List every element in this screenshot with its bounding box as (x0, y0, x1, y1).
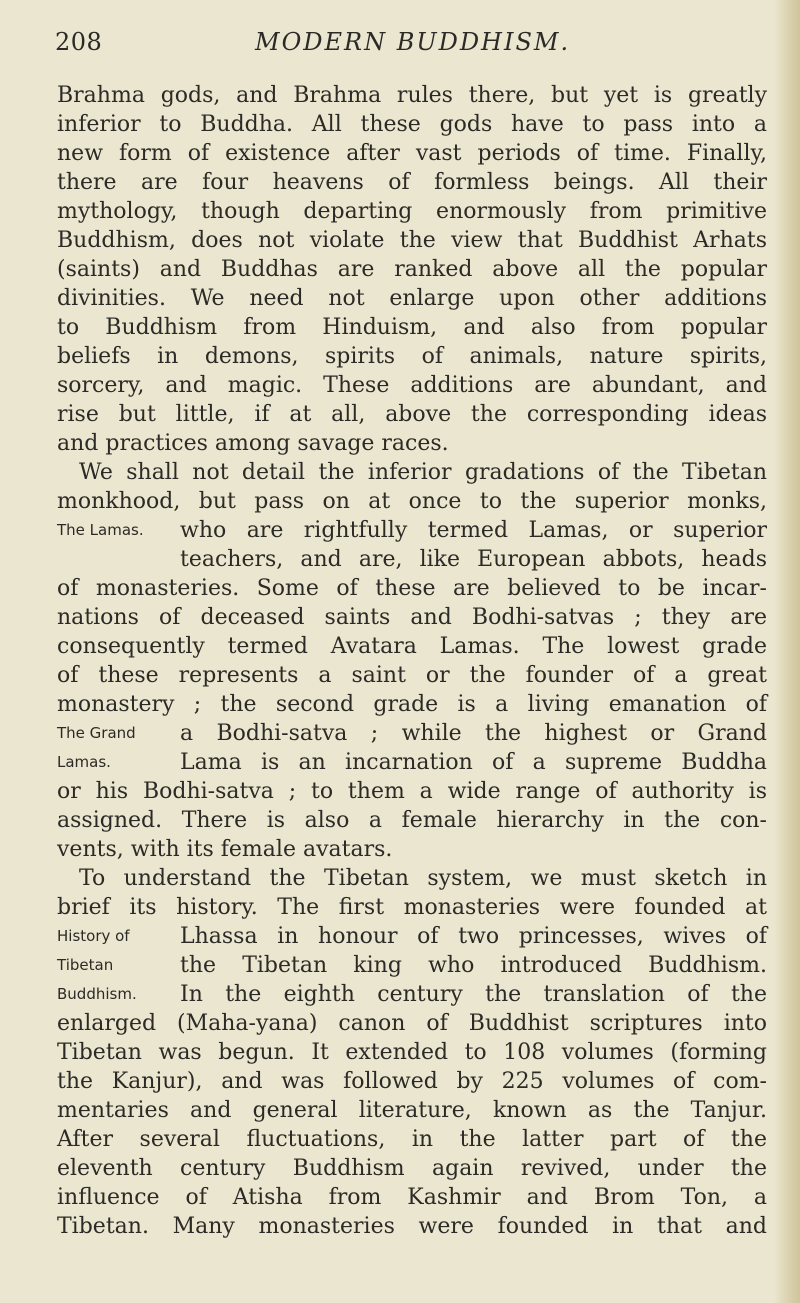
text-line (57, 226, 767, 255)
line-text: Tibetan. Many monasteries were founded in that and (57, 1214, 767, 1239)
line-text: brief its history. The first monasteries were founded at (57, 895, 767, 920)
text-line (57, 806, 767, 835)
line-text: the Kanjur), and was followed by 225 volumes of com- (57, 1069, 767, 1094)
text-line (57, 748, 767, 777)
text-line (57, 922, 767, 951)
text-line (57, 197, 767, 226)
page-edge-shadow (774, 0, 800, 1303)
text-line (57, 574, 767, 603)
text-line (57, 777, 767, 806)
line-text: In the eighth century the translation of the (180, 982, 767, 1007)
text-line (57, 951, 767, 980)
line-text: eleventh century Buddhism again revived, under the (57, 1156, 767, 1181)
line-text: rise but little, if at all, above the corresponding ideas (57, 402, 767, 427)
line-text: To understand the Tibetan system, we must sketch in (79, 866, 767, 891)
margin-note: Tibetan (57, 956, 114, 974)
text-line (57, 342, 767, 371)
text-line (57, 1067, 767, 1096)
text-line (57, 690, 767, 719)
line-text: monkhood, but pass on at once to the superior monks, (57, 489, 767, 514)
line-text: the Tibetan king who introduced Buddhism. (180, 953, 767, 978)
line-text: vents, with its female avatars. (57, 837, 393, 862)
line-text: (saints) and Buddhas are ranked above all the popular (57, 257, 767, 282)
text-line (57, 516, 767, 545)
line-text: who are rightfully termed Lamas, or superior (180, 518, 767, 543)
text-line (57, 400, 767, 429)
line-text: sorcery, and magic. These additions are abundant, and (57, 373, 767, 398)
line-text: divinities. We need not enlarge upon other additions (57, 286, 767, 311)
text-line (57, 1183, 767, 1212)
line-text: enlarged (Maha-yana) canon of Buddhist scriptures into (57, 1011, 767, 1036)
line-text: teachers, and are, like European abbots, heads (180, 547, 767, 572)
text-line (57, 1096, 767, 1125)
line-text: monastery ; the second grade is a living emanation of (57, 692, 767, 717)
text-line (57, 487, 767, 516)
text-line (57, 545, 767, 574)
text-line (57, 719, 767, 748)
text-line (57, 81, 767, 110)
line-text: beliefs in demons, spirits of animals, nature spirits, (57, 344, 767, 369)
line-text: Buddhism, does not violate the view that Buddhist Arhats (57, 228, 767, 253)
line-text: Lhassa in honour of two princesses, wives of (180, 924, 767, 949)
line-text: assigned. There is also a female hierarchy in the con- (57, 808, 767, 833)
text-line (57, 458, 767, 487)
line-text: new form of existence after vast periods of time. Finally, (57, 141, 767, 166)
margin-note: Buddhism. (57, 985, 137, 1003)
text-line (57, 110, 767, 139)
text-line (57, 980, 767, 1009)
line-text: influence of Atisha from Kashmir and Brom Ton, a (57, 1185, 767, 1210)
line-text: a Bodhi-satva ; while the highest or Grand (180, 721, 767, 746)
line-text: and practices among savage races. (57, 431, 449, 456)
line-text: nations of deceased saints and Bodhi-satvas ; they are (57, 605, 767, 630)
text-line (57, 1212, 767, 1241)
text-line (57, 864, 767, 893)
running-head: MODERN BUDDHISM. (255, 28, 571, 56)
line-text: to Buddhism from Hinduism, and also from popular (57, 315, 767, 340)
text-line (57, 893, 767, 922)
text-line (57, 1125, 767, 1154)
line-text: of monasteries. Some of these are believed to be incar- (57, 576, 767, 601)
margin-note: History of (57, 927, 130, 945)
text-line (57, 632, 767, 661)
line-text: of these represents a saint or the founder of a great (57, 663, 767, 688)
text-line (57, 255, 767, 284)
line-text: or his Bodhi-satva ; to them a wide range of authority is (57, 779, 767, 804)
text-line (57, 1154, 767, 1183)
body-text (57, 81, 767, 1241)
text-line (57, 139, 767, 168)
line-text: After several fluctuations, in the latter part of the (57, 1127, 767, 1152)
text-line (57, 1038, 767, 1067)
line-text: Lama is an incarnation of a supreme Buddha (180, 750, 767, 775)
text-line (57, 371, 767, 400)
line-text: there are four heavens of formless beings. All their (57, 170, 767, 195)
line-text: We shall not detail the inferior gradations of the Tibetan (79, 460, 767, 485)
text-line (57, 284, 767, 313)
text-line (57, 1009, 767, 1038)
line-text: Tibetan was begun. It extended to 108 volumes (forming (57, 1040, 767, 1065)
line-text: mentaries and general literature, known as the Tanjur. (57, 1098, 767, 1123)
margin-note: Lamas. (57, 753, 111, 771)
page-number: 208 (55, 28, 103, 56)
text-line (57, 835, 767, 864)
line-text: Brahma gods, and Brahma rules there, but yet is greatly (57, 83, 767, 108)
text-line (57, 603, 767, 632)
margin-note: The Grand (57, 724, 136, 742)
text-line (57, 429, 767, 458)
text-line (57, 168, 767, 197)
page-header (55, 28, 765, 68)
text-line (57, 313, 767, 342)
line-text: inferior to Buddha. All these gods have to pass into a (57, 112, 767, 137)
line-text: consequently termed Avatara Lamas. The lowest grade (57, 634, 767, 659)
text-line (57, 661, 767, 690)
line-text: mythology, though departing enormously from primitive (57, 199, 767, 224)
margin-note: The Lamas. (57, 521, 144, 539)
